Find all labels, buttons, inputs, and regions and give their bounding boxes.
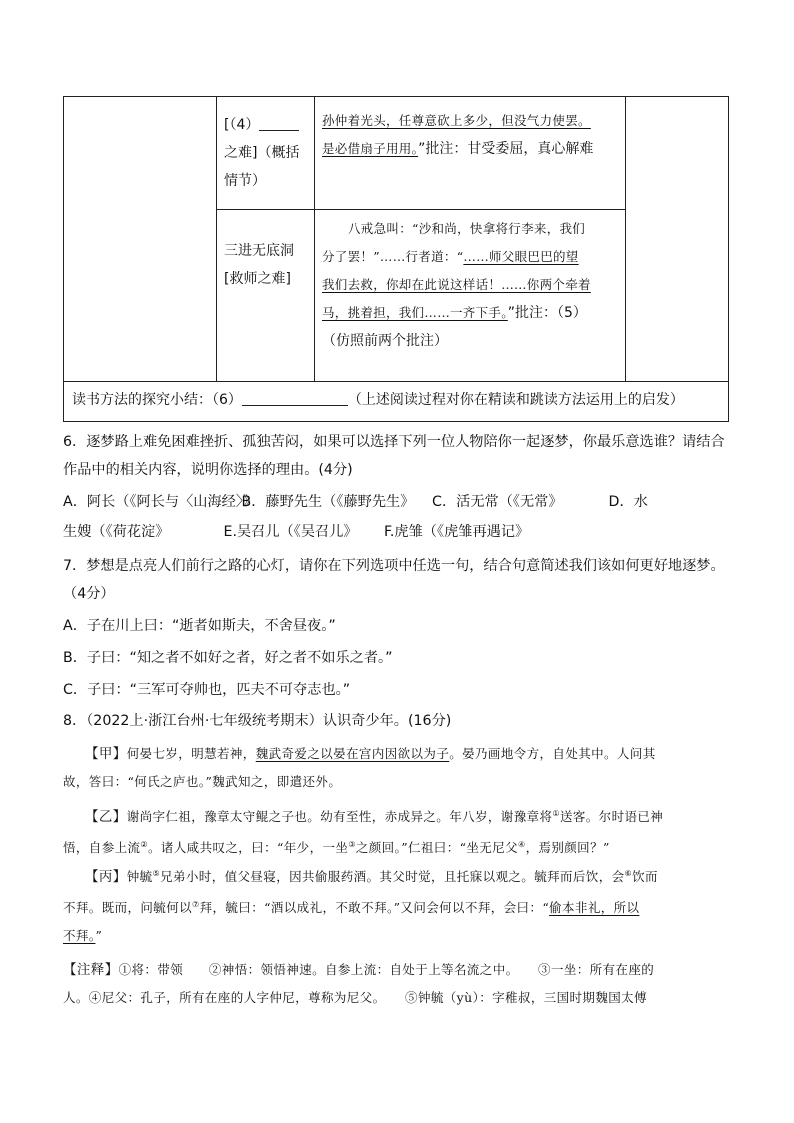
footnote-mark: ⑦: [192, 900, 200, 910]
table-divider: [216, 97, 217, 381]
passage-text: 送客。尔时语已神: [559, 809, 664, 825]
notes-tag: 【注释】: [63, 962, 119, 978]
q6-option-d[interactable]: D．水: [608, 494, 648, 510]
table-divider: [216, 209, 625, 210]
row5-content: [322, 215, 620, 355]
passage-text: 悟，自参上流: [63, 840, 141, 856]
q6-option-f[interactable]: F.虎雏（《虎雏再遇记》: [384, 524, 530, 540]
row4-quote-underlined: 是必借扇子用用。: [322, 141, 419, 156]
q6-stem-line: 作品中的相关内容，说明你选择的理由。(4分): [63, 462, 353, 478]
row4-label-line: 之难]（概括: [224, 145, 300, 161]
q6-option-c[interactable]: C．活无常（《无常》: [432, 494, 563, 510]
passage-tag: 【丙】: [85, 869, 127, 886]
reading-table: [63, 96, 729, 422]
row4-content: [322, 107, 620, 163]
footnote-mark: ④: [518, 840, 526, 850]
passage-text: 拜，毓曰：“酒以成礼，不敢不拜。”又问会何以不拜，会曰：“: [199, 900, 550, 916]
q6-option-b[interactable]: B．藤野先生（《藤野先生》: [241, 494, 415, 510]
row5-label-line: [救师之难]: [224, 271, 291, 287]
q7-stem-line: （4分）: [63, 586, 115, 602]
passage-text: 。晏乃画地令方，自处其中。人问其: [449, 746, 656, 761]
table-divider: [64, 381, 728, 382]
passage-underlined: 不拜。: [63, 928, 96, 944]
row5-annotation-hint: （仿照前两个批注）: [322, 333, 448, 349]
row4-label: [224, 111, 308, 195]
passage-text: 之颜回。”仁祖曰：“坐无尼父: [355, 840, 518, 856]
row4-label-prefix: [（4）: [224, 117, 260, 133]
row4-annotation: ”批注：甘受委屈，真心解难: [418, 141, 594, 157]
q6-options-row: [63, 522, 529, 542]
row5-quote-underlined: 我们去救，你却在此说这样话！……你两个牵着: [322, 277, 591, 292]
summary-row: [72, 389, 684, 410]
passage-text: 饮而: [632, 869, 658, 885]
q6-option-a[interactable]: A．阿长（《阿长与〈山海经〉》: [63, 494, 258, 510]
footnote-mark: ⑥: [624, 869, 633, 878]
row5-quote-line: 八戒急叫：“沙和尚，快拿将行李来，我们: [348, 221, 586, 236]
q8-title: 8．（2022上·浙江台州·七年级统考期末）认识奇少年。(16分): [63, 713, 452, 729]
q6-options-row: [63, 492, 648, 512]
passage-text: 钟毓: [126, 869, 153, 885]
passage-text: 故，答曰：“何氏之庐也。”魏武知之，即遣还外。: [63, 774, 342, 789]
row4-quote-line: 孙仲着光头，任尊意砍上多少，但没气力使罢。: [322, 113, 591, 128]
passage-yi: [63, 800, 729, 862]
answer-blank-6[interactable]: [242, 389, 348, 406]
passage-text: 不拜。既而，问毓何以: [63, 900, 193, 916]
footnote-mark: ②: [140, 840, 148, 850]
summary-label: 读书方法的探究小结：（6）: [72, 392, 242, 408]
answer-blank-4[interactable]: [259, 114, 299, 131]
row5-quote-underlined: 马，挑着担，我们……一齐下手。: [322, 305, 508, 320]
q7-option-b[interactable]: B．子曰：“知之者不如好之者，好之者不如乐之者。”: [63, 650, 393, 666]
passage-text: 兄弟小时，值父昼寝，因共偷服药酒。其父时觉，且托寐以观之。毓拜而后饮，会: [160, 869, 625, 885]
passage-jia: [63, 740, 729, 796]
row5-label-line: 三进无底洞: [224, 243, 294, 259]
row5-annotation: ”批注：（5）: [507, 305, 587, 321]
passage-tag: 【乙】: [85, 809, 127, 826]
passage-text: ，焉别颜回？”: [525, 840, 610, 856]
summary-hint: （上述阅读过程对你在精读和跳读方法运用上的启发）: [347, 392, 684, 408]
q6-option-d-cont[interactable]: 生嫂（《荷花淀》: [63, 524, 170, 540]
passage-bing: [63, 860, 729, 950]
table-divider: [314, 97, 315, 381]
passage-text: ”: [95, 928, 103, 944]
table-divider: [625, 97, 626, 381]
passage-text: 谢尚字仁祖，豫章太守鲲之子也。幼有至性，赤成异之。年八岁，谢豫章将: [126, 809, 553, 825]
q6-option-e[interactable]: E.吴召儿（《吴召儿》: [223, 524, 358, 540]
passage-tag: 【甲】: [85, 746, 127, 762]
passage-text: 何晏七岁，明慧若神，: [126, 746, 256, 761]
row5-label: [224, 237, 308, 293]
q6-stem-line: 6．逐梦路上难免困难挫折、孤独苦闷，如果可以选择下列一位人物陪你一起逐梦，你最乐意选谁？请结合: [63, 434, 725, 450]
passage-underlined: 偷本非礼，所以: [549, 900, 640, 916]
passage-text: 。诸人咸共叹之，曰：“年少，一坐: [147, 840, 349, 856]
passage-notes: [63, 956, 729, 1012]
row4-label-line: 情节）: [224, 173, 266, 189]
q7-option-a[interactable]: A．子在川上曰：“逝者如斯夫，不舍昼夜。”: [63, 618, 336, 634]
footnote-mark: ⑤: [152, 869, 161, 878]
footnote-mark: ①: [552, 809, 560, 818]
footnote-mark: ③: [348, 840, 356, 850]
passage-underlined: 魏武奇爱之以晏在宫内因欲以为子: [255, 746, 450, 761]
notes-text: ①将：带领 ②神悟：领悟神速。自参上流：自处于上等名流之中。 ③一坐：所有在座的: [118, 962, 655, 977]
notes-text: 人。④尼父：孔子，所有在座的人字仲尼，尊称为尼父。 ⑤钟毓（yù）：字稚叔，三国时期魏国太傅: [63, 990, 647, 1005]
row5-quote-underlined: ……师父眼巴巴的望: [463, 249, 579, 264]
row5-quote-line: 分了罢！”……行者道：“: [322, 249, 464, 264]
q7-option-c[interactable]: C．子曰：“三军可夺帅也，匹夫不可夺志也。”: [63, 682, 351, 698]
q7-stem-line: 7．梦想是点亮人们前行之路的心灯，请你在下列选项中任选一句，结合句意简述我们该如何更好地逐梦。: [63, 558, 725, 574]
